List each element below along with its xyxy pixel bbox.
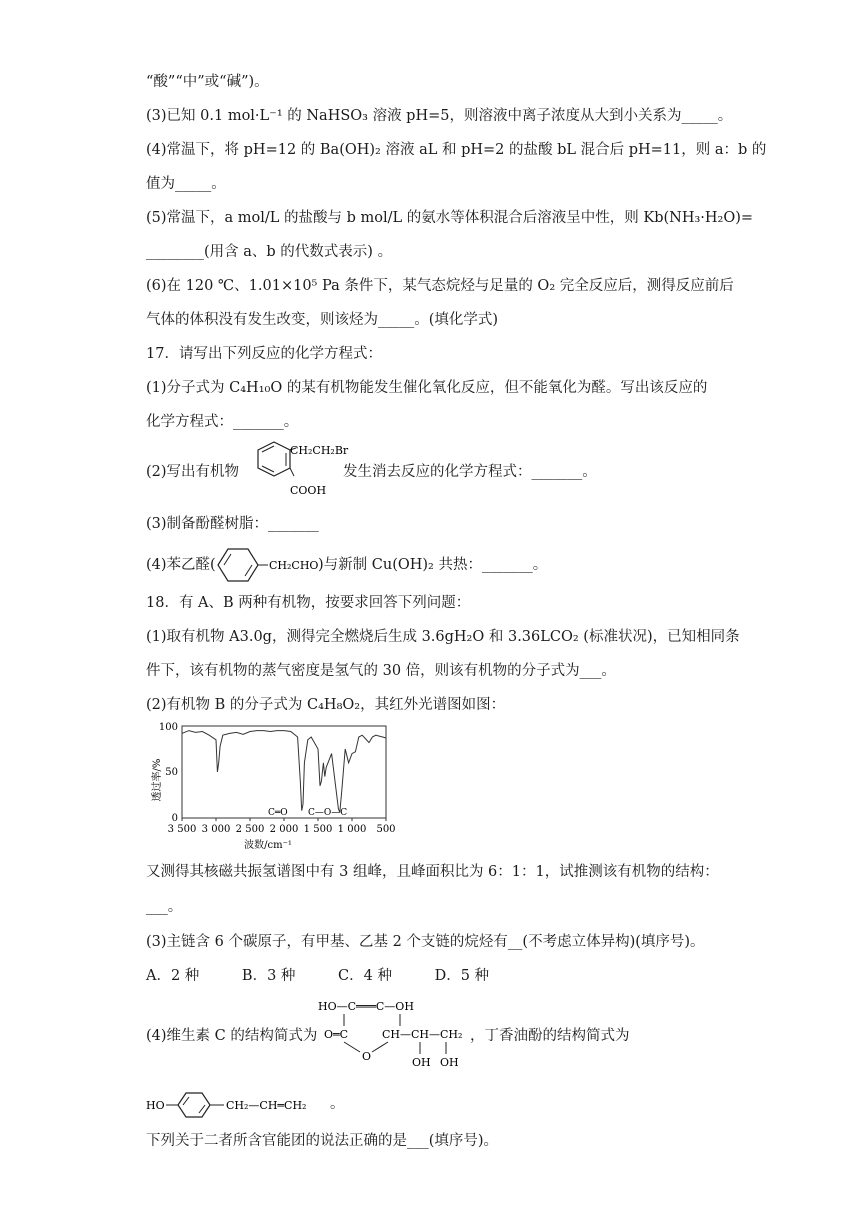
ring-oxygen: O bbox=[362, 1050, 372, 1063]
options-row bbox=[146, 966, 527, 986]
question-18-1-line1: (1)取有机物 A3.0g，测得完全燃烧后生成 3.6gH₂O 和 3.36LCO₂ (标准状况)，已知相同条 bbox=[146, 629, 740, 645]
y-tick-50: 50 bbox=[165, 767, 178, 778]
question-18-4-mid: ，丁香油酚的结构简式为 bbox=[470, 1028, 630, 1044]
x-tick-label: 1 500 bbox=[303, 824, 333, 835]
annotation-carbonyl: C═O bbox=[268, 808, 288, 818]
question-6-line1: (6)在 120 ℃、1.01×10⁵ Pa 条件下，某气态烷烃与足量的 O₂ 完全反应后，测得反应前后 bbox=[146, 278, 734, 294]
x-tick-label: 500 bbox=[376, 824, 396, 835]
phenylacetaldehyde-structure bbox=[214, 545, 324, 589]
eugenol-ho: HO bbox=[146, 1099, 165, 1112]
question-6-line2: 气体的体积没有发生改变，则该烃为_____。(填化学式) bbox=[146, 312, 499, 328]
vitc-oh2: OH bbox=[440, 1056, 459, 1069]
option-b: B．3 种 bbox=[241, 968, 296, 984]
question-17-heading: 17．请写出下列反应的化学方程式： bbox=[146, 346, 382, 362]
question-4-line1: (4)常温下，将 pH=12 的 Ba(OH)₂ 溶液 aL 和 pH=2 的盐酸 bL 混合后 pH=11，则 a：b 的 bbox=[146, 142, 767, 158]
y-tick-100: 100 bbox=[158, 722, 178, 733]
question-18-nmr-line2: ___。 bbox=[146, 899, 183, 915]
question-17-4-prefix: (4)苯乙醛( bbox=[146, 557, 216, 573]
plot-frame bbox=[182, 726, 386, 818]
question-5-line1: (5)常温下，a mol/L 的盐酸与 b mol/L 的氨水等体积混合后溶液呈中性，则 Kb(NH₃·H₂O)= bbox=[146, 210, 754, 226]
question-4-line2: 值为_____。 bbox=[146, 176, 226, 192]
question-17-4-suffix: )与新制 Cu(OH)₂ 共热：_______。 bbox=[318, 557, 548, 573]
question-18-3: (3)主链含 6 个碳原子，有甲基、乙基 2 个支链的烷烃有__(不考虑立体异构)(填序号)。 bbox=[146, 934, 705, 950]
question-17-2-prefix: (2)写出有机物 bbox=[146, 464, 240, 480]
x-tick-label: 3 500 bbox=[167, 824, 197, 835]
vitc-left: O═C bbox=[324, 1028, 349, 1041]
y-tick-0: 0 bbox=[171, 813, 178, 824]
question-17-1-line2: 化学方程式：_______。 bbox=[146, 414, 299, 430]
x-axis-label: 波数/cm⁻¹ bbox=[244, 840, 292, 851]
aldehyde-chain: CH₂CHO bbox=[269, 559, 319, 572]
ir-spectrum-chart bbox=[146, 722, 396, 856]
vitc-oh1: OH bbox=[412, 1056, 431, 1069]
question-18-heading: 18．有 A、B 两种有机物，按要求回答下列问题： bbox=[146, 595, 471, 611]
x-tick-label: 2 500 bbox=[235, 824, 265, 835]
option-d: D．5 种 bbox=[434, 968, 490, 984]
vitc-mid: CH—CH—CH₂ bbox=[382, 1028, 463, 1041]
substituent-bottom: COOH bbox=[290, 484, 327, 497]
x-tick-label: 3 000 bbox=[201, 824, 231, 835]
question-18-nmr-line1: 又测得其核磁共振氢谱图中有 3 组峰，且峰面积比为 6：1：1，试推测该有机物的结构： bbox=[146, 864, 719, 880]
question-18-4-prefix: (4)维生素 C 的结构简式为 bbox=[146, 1028, 318, 1044]
annotation-ether: C—O—C bbox=[308, 808, 348, 818]
question-17-2-suffix: 发生消去反应的化学方程式：_______。 bbox=[343, 464, 597, 480]
substituent-top: CH₂CH₂Br bbox=[290, 444, 349, 457]
question-3: (3)已知 0.1 mol·L⁻¹ 的 NaHSO₃ 溶液 pH=5，则溶液中离子浓度从大到小关系为_____。 bbox=[146, 108, 733, 124]
option-a: A．2 种 bbox=[146, 968, 200, 984]
text-line: “酸”“中”或“碱”)。 bbox=[146, 74, 269, 90]
bromo-benzoic-acid-structure bbox=[238, 440, 349, 504]
question-18-last: 下列关于二者所含官能团的说法正确的是___(填序号)。 bbox=[146, 1133, 499, 1149]
question-17-1-line1: (1)分子式为 C₄H₁₀O 的某有机物能发生催化氧化反应，但不能氧化为醛。写出该反应的 bbox=[146, 380, 708, 396]
x-tick-label: 2 000 bbox=[269, 824, 299, 835]
question-18-2: (2)有机物 B 的分子式为 C₄H₈O₂，其红外光谱图如图： bbox=[146, 697, 506, 713]
question-18-4-end: 。 bbox=[330, 1096, 345, 1112]
question-5-line2: ________(用含 a、b 的代数式表示) 。 bbox=[146, 244, 393, 260]
question-18-1-line2: 件下，该有机物的蒸气密度是氢气的 30 倍，则该有机物的分子式为___。 bbox=[146, 663, 616, 679]
eugenol-chain: CH₂—CH═CH₂ bbox=[226, 1099, 307, 1112]
ir-series-line bbox=[182, 731, 386, 813]
y-axis-label: 透过率/% bbox=[152, 758, 163, 802]
question-17-3: (3)制备酚醛树脂：_______ bbox=[146, 516, 319, 532]
x-tick-label: 1 000 bbox=[337, 824, 367, 835]
vitc-top: HO—C═══C—OH bbox=[318, 1000, 414, 1013]
option-c: C．4 种 bbox=[338, 968, 392, 984]
vitamin-c-structure bbox=[316, 996, 476, 1076]
